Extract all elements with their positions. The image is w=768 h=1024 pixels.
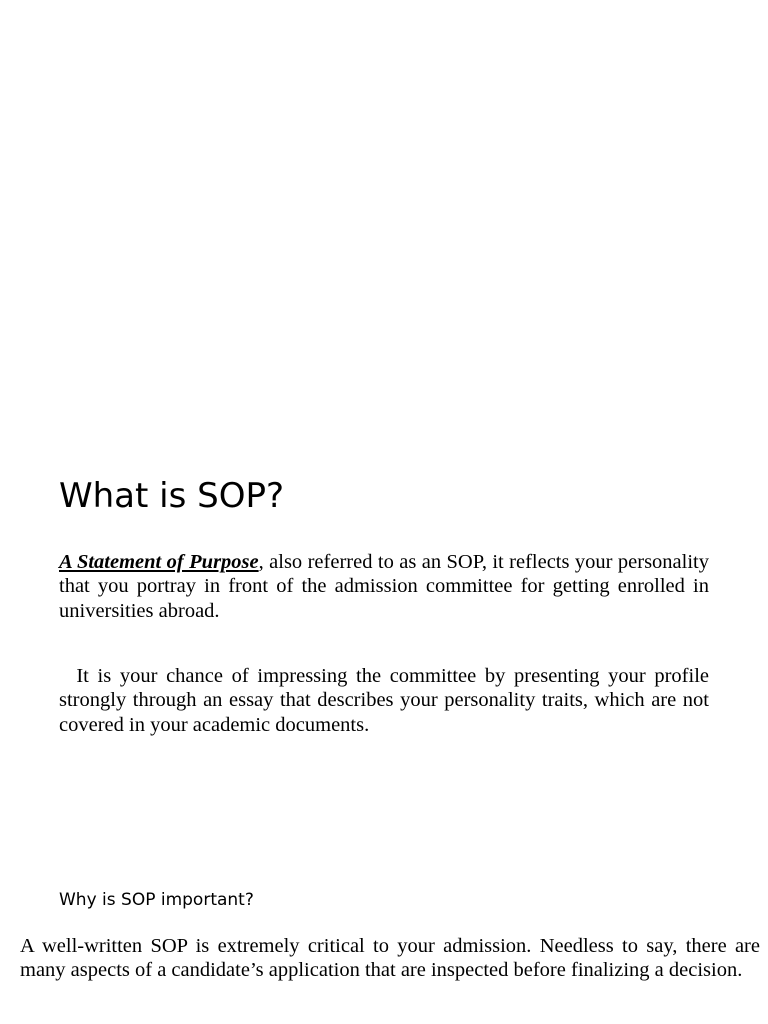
sop-term: A Statement of Purpose [59,551,259,573]
intro-paragraph [59,550,709,623]
section-heading: Why is SOP important? [59,890,254,910]
importance-paragraph: A well-written SOP is extremely critical to your admission. Needless to say, there are many aspects of a candidate’s application that are inspected before finalizing a decision. [20,935,760,982]
chance-paragraph: It is your chance of impressing the committee by presenting your profile strongly through an essay that describes your personality traits, which are not covered in your academic documents. [59,665,709,736]
intro-paragraph-text: , also referred to as an SOP, it reflects your personality that you portray in front of the admission committee for getting enrolled in universities abroad. [59,551,709,622]
page-title: What is SOP? [59,476,285,516]
